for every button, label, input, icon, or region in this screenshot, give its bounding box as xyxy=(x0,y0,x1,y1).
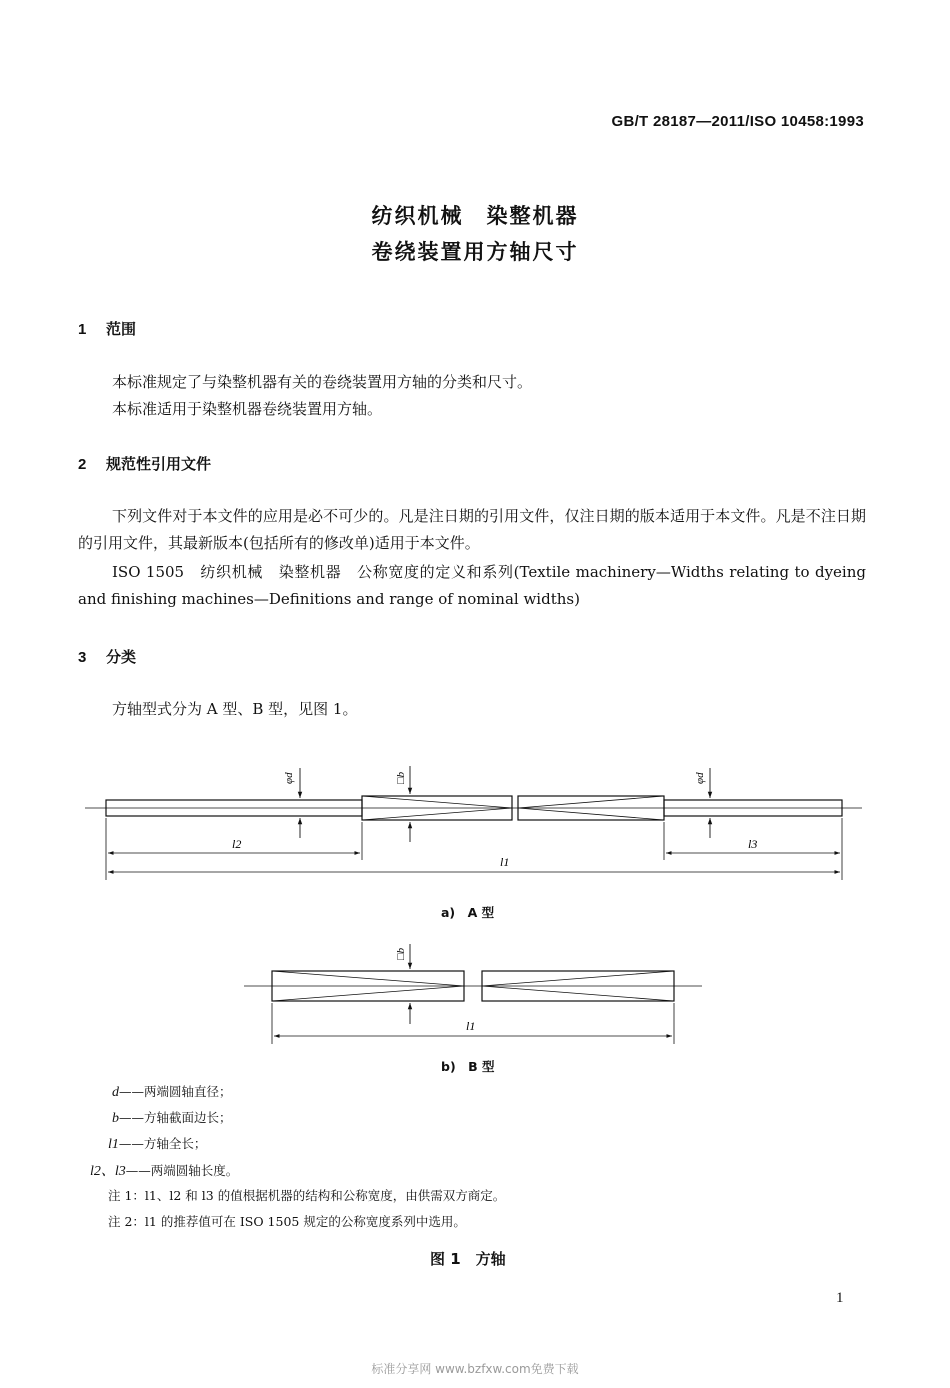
figure-caption-a: a) A 型 xyxy=(441,905,495,920)
phi-d-label: φd xyxy=(283,772,295,784)
legend-text: ——方轴截面边长； xyxy=(119,1110,232,1125)
legend-symbol: d xyxy=(112,1085,119,1100)
shaft-type-a-drawing xyxy=(0,760,950,890)
section-2-para-1: 下列文件对于本文件的应用是必不可少的。凡是注日期的引用文件，仅注日期的版本适用于本文件。凡是不注日期的引用文件，其最新版本(包括所有的修改单)适用于本文件。 xyxy=(78,507,866,552)
l3-label: l3 xyxy=(748,837,758,851)
section-2-heading xyxy=(78,453,211,474)
document-title-line1: 纺织机械 染整机器 xyxy=(371,204,579,228)
section-number: 3 xyxy=(78,649,87,666)
section-3-para-1: 方轴型式分为 A 型、B 型，见图 1。 xyxy=(112,700,358,718)
legend-text: ——两端圆轴直径； xyxy=(119,1084,232,1099)
shaft-type-b-drawing xyxy=(0,932,950,1050)
section-1-heading xyxy=(78,318,136,339)
legend-symbol: l2、l3 xyxy=(90,1164,126,1179)
l1-label: l1 xyxy=(500,855,510,869)
legend-text: ——方轴全长； xyxy=(118,1136,207,1151)
sq-b-label: □b xyxy=(395,947,407,960)
l2-label: l2 xyxy=(232,837,242,851)
legend-item xyxy=(112,1108,232,1127)
l1-label: l1 xyxy=(466,1019,476,1033)
section-2-reference: ISO 1505 纺织机械 染整机器 公称宽度的定义和系列(Textile machinery—Widths relating to dyeing and finishing machines—Definitions and range of nominal widths) xyxy=(78,563,866,608)
figure-note-1: 注 1：l1、l2 和 l3 的值根据机器的结构和公称宽度，由供需双方商定。 xyxy=(108,1188,506,1203)
section-title: 分类 xyxy=(106,648,137,666)
watermark: 标准分享网 www.bzfxw.com免费下载 xyxy=(371,1362,579,1376)
section-number: 1 xyxy=(78,321,87,338)
figure-caption-b: b) B 型 xyxy=(441,1059,495,1074)
standard-number: GB/T 28187—2011/ISO 10458:1993 xyxy=(611,113,864,130)
legend-item xyxy=(90,1160,238,1180)
sq-b-label: □b xyxy=(395,771,407,784)
legend-item xyxy=(112,1082,232,1101)
section-1-para-2: 本标准适用于染整机器卷绕装置用方轴。 xyxy=(112,400,383,418)
section-title: 范围 xyxy=(106,320,137,338)
document-title-line2: 卷绕装置用方轴尺寸 xyxy=(371,240,579,264)
phi-d-label: φd xyxy=(694,772,706,784)
legend-symbol: l1 xyxy=(108,1137,119,1152)
legend-symbol: b xyxy=(112,1111,119,1126)
legend-item xyxy=(108,1134,206,1153)
figure-note-2: 注 2：l1 的推荐值可在 ISO 1505 规定的公称宽度系列中选用。 xyxy=(108,1214,466,1229)
section-3-heading xyxy=(78,646,136,667)
legend-text: ——两端圆轴长度。 xyxy=(125,1163,239,1178)
figure-title: 图 1 方轴 xyxy=(430,1250,506,1268)
section-number: 2 xyxy=(78,456,87,473)
section-title: 规范性引用文件 xyxy=(106,455,212,473)
section-1-para-1: 本标准规定了与染整机器有关的卷绕装置用方轴的分类和尺寸。 xyxy=(112,373,533,391)
page-number: 1 xyxy=(836,1290,844,1306)
